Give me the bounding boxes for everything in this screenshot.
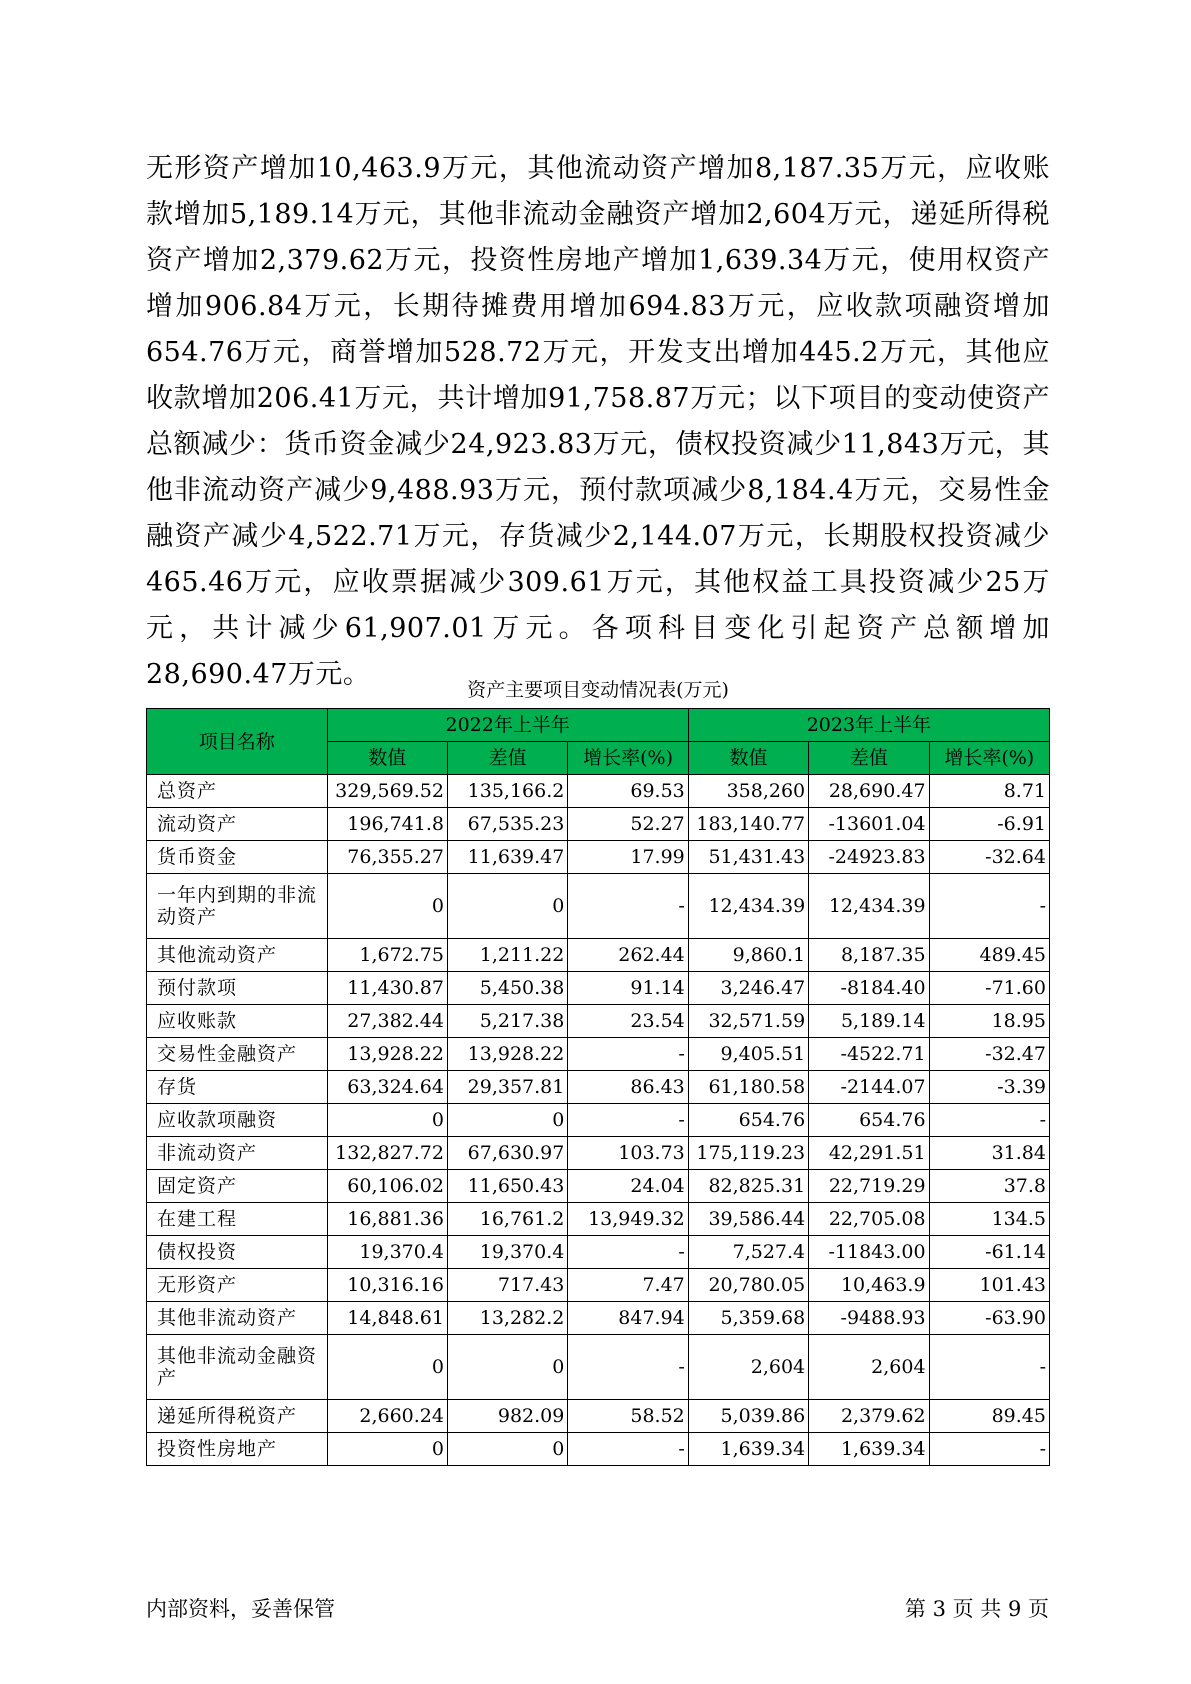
row-item-name: 在建工程 — [147, 1203, 328, 1236]
diff-2023-cell: 654.76 — [809, 1104, 929, 1137]
footer-page-number: 第 3 页 共 9 页 — [904, 1597, 1049, 1621]
value-2022-cell: 1,672.75 — [327, 939, 447, 972]
table-row — [147, 1236, 1050, 1269]
diff-2023-cell: 28,690.47 — [809, 775, 929, 808]
diff-2023-cell: -24923.83 — [809, 841, 929, 874]
diff-2022-cell: 29,357.81 — [447, 1071, 567, 1104]
rate-2023-cell: - — [929, 1433, 1049, 1466]
rate-2022-cell: - — [568, 1038, 688, 1071]
value-2023-cell: 5,359.68 — [688, 1302, 808, 1335]
value-2023-cell: 358,260 — [688, 775, 808, 808]
diff-2023-cell: 42,291.51 — [809, 1137, 929, 1170]
row-item-name: 递延所得税资产 — [147, 1400, 328, 1433]
table-row — [147, 1433, 1050, 1466]
row-item-name: 债权投资 — [147, 1236, 328, 1269]
value-2023-cell: 51,431.43 — [688, 841, 808, 874]
rate-2023-cell: - — [929, 874, 1049, 939]
diff-2023-cell: 12,434.39 — [809, 874, 929, 939]
diff-2022-cell: 982.09 — [447, 1400, 567, 1433]
value-2022-cell: 0 — [327, 1335, 447, 1400]
diff-2022-cell: 717.43 — [447, 1269, 567, 1302]
value-2023-cell: 175,119.23 — [688, 1137, 808, 1170]
value-2023-cell: 2,604 — [688, 1335, 808, 1400]
table-row — [147, 939, 1050, 972]
header-item-name: 项目名称 — [147, 709, 328, 775]
diff-2022-cell: 19,370.4 — [447, 1236, 567, 1269]
table-body — [147, 775, 1050, 1466]
value-2023-cell: 7,527.4 — [688, 1236, 808, 1269]
value-2022-cell: 10,316.16 — [327, 1269, 447, 1302]
rate-2022-cell: - — [568, 874, 688, 939]
rate-2023-cell: 37.8 — [929, 1170, 1049, 1203]
diff-2023-cell: 8,187.35 — [809, 939, 929, 972]
value-2022-cell: 76,355.27 — [327, 841, 447, 874]
value-2022-cell: 19,370.4 — [327, 1236, 447, 1269]
row-item-name: 应收款项融资 — [147, 1104, 328, 1137]
rate-2023-cell: 101.43 — [929, 1269, 1049, 1302]
row-item-name: 应收账款 — [147, 1005, 328, 1038]
rate-2023-cell: - — [929, 1335, 1049, 1400]
rate-2023-cell: 489.45 — [929, 939, 1049, 972]
rate-2023-cell: -3.39 — [929, 1071, 1049, 1104]
rate-2023-cell: -71.60 — [929, 972, 1049, 1005]
row-item-name: 货币资金 — [147, 841, 328, 874]
rate-2022-cell: 24.04 — [568, 1170, 688, 1203]
table-row — [147, 1335, 1050, 1400]
diff-2023-cell: -2144.07 — [809, 1071, 929, 1104]
value-2022-cell: 0 — [327, 1433, 447, 1466]
table-row — [147, 1005, 1050, 1038]
rate-2023-cell: 134.5 — [929, 1203, 1049, 1236]
table-row — [147, 1104, 1050, 1137]
value-2023-cell: 9,860.1 — [688, 939, 808, 972]
table-row — [147, 808, 1050, 841]
diff-2023-cell: 2,379.62 — [809, 1400, 929, 1433]
diff-2023-cell: -9488.93 — [809, 1302, 929, 1335]
value-2023-cell: 5,039.86 — [688, 1400, 808, 1433]
diff-2023-cell: 5,189.14 — [809, 1005, 929, 1038]
table-row — [147, 841, 1050, 874]
diff-2023-cell: 10,463.9 — [809, 1269, 929, 1302]
diff-2022-cell: 67,535.23 — [447, 808, 567, 841]
diff-2022-cell: 67,630.97 — [447, 1137, 567, 1170]
rate-2022-cell: - — [568, 1433, 688, 1466]
rate-2022-cell: 69.53 — [568, 775, 688, 808]
table-row — [147, 972, 1050, 1005]
diff-2022-cell: 11,650.43 — [447, 1170, 567, 1203]
diff-2022-cell: 135,166.2 — [447, 775, 567, 808]
table-row — [147, 1038, 1050, 1071]
row-item-name: 预付款项 — [147, 972, 328, 1005]
diff-2023-cell: 2,604 — [809, 1335, 929, 1400]
diff-2023-cell: -11843.00 — [809, 1236, 929, 1269]
rate-2022-cell: 23.54 — [568, 1005, 688, 1038]
row-item-name: 其他非流动资产 — [147, 1302, 328, 1335]
rate-2023-cell: -61.14 — [929, 1236, 1049, 1269]
table-header-row — [147, 709, 1050, 742]
diff-2023-cell: -4522.71 — [809, 1038, 929, 1071]
value-2022-cell: 16,881.36 — [327, 1203, 447, 1236]
value-2022-cell: 27,382.44 — [327, 1005, 447, 1038]
diff-2022-cell: 0 — [447, 1433, 567, 1466]
rate-2023-cell: -32.47 — [929, 1038, 1049, 1071]
value-2022-cell: 11,430.87 — [327, 972, 447, 1005]
table-row — [147, 1170, 1050, 1203]
table-row — [147, 1203, 1050, 1236]
diff-2022-cell: 13,282.2 — [447, 1302, 567, 1335]
body-paragraph: 无形资产增加10,463.9万元，其他流动资产增加8,187.35万元，应收账款增加5,189.14万元，其他非流动金融资产增加2,604万元，递延所得税资产增加2,379.62万元，投资性房地产增加1,639.34万元，使用权资产增加906.84万元，长期待摊费用增加694.83万元，应收款项融资增加654.76万元，商誉增加528.72万元，开发支出增加445.2万元，其他应收款增加206.41万元，共计增加91,758.87万元；以下项目的变动使资产总额减少：货币资金减少24,923.83万元，债权投资减少11,843万元，其他非流动资产减少9,488.93万元，预付款项减少8,184.4万元，交易性金融资产减少4,522.71万元，存货减少2,144.07万元，长期股权投资减少465.46万元，应收票据减少309.61万元，其他权益工具投资减少25万元，共计减少61,907.01万元。各项科目变化引起资产总额增加28,690.47万元。 — [146, 153, 1050, 690]
diff-2022-cell: 11,639.47 — [447, 841, 567, 874]
row-item-name: 其他非流动金融资产 — [147, 1335, 328, 1400]
row-item-name: 无形资产 — [147, 1269, 328, 1302]
value-2022-cell: 0 — [327, 1104, 447, 1137]
value-2022-cell: 63,324.64 — [327, 1071, 447, 1104]
rate-2022-cell: 847.94 — [568, 1302, 688, 1335]
diff-2022-cell: 0 — [447, 874, 567, 939]
diff-2022-cell: 0 — [447, 1104, 567, 1137]
rate-2023-cell: 89.45 — [929, 1400, 1049, 1433]
diff-2022-cell: 16,761.2 — [447, 1203, 567, 1236]
row-item-name: 非流动资产 — [147, 1137, 328, 1170]
value-2022-cell: 14,848.61 — [327, 1302, 447, 1335]
rate-2023-cell: 18.95 — [929, 1005, 1049, 1038]
rate-2022-cell: 91.14 — [568, 972, 688, 1005]
rate-2023-cell: 31.84 — [929, 1137, 1049, 1170]
value-2022-cell: 132,827.72 — [327, 1137, 447, 1170]
header-rate: 增长率(%) — [568, 742, 688, 775]
diff-2022-cell: 13,928.22 — [447, 1038, 567, 1071]
value-2023-cell: 9,405.51 — [688, 1038, 808, 1071]
value-2023-cell: 12,434.39 — [688, 874, 808, 939]
row-item-name: 其他流动资产 — [147, 939, 328, 972]
value-2022-cell: 0 — [327, 874, 447, 939]
rate-2022-cell: 86.43 — [568, 1071, 688, 1104]
value-2023-cell: 61,180.58 — [688, 1071, 808, 1104]
diff-2023-cell: -8184.40 — [809, 972, 929, 1005]
header-value: 数值 — [327, 742, 447, 775]
rate-2023-cell: 8.71 — [929, 775, 1049, 808]
value-2023-cell: 32,571.59 — [688, 1005, 808, 1038]
footer-confidential-note: 内部资料，妥善保管 — [146, 1597, 335, 1621]
rate-2022-cell: - — [568, 1104, 688, 1137]
row-item-name: 固定资产 — [147, 1170, 328, 1203]
row-item-name: 总资产 — [147, 775, 328, 808]
rate-2023-cell: -32.64 — [929, 841, 1049, 874]
header-period-2023: 2023年上半年 — [688, 709, 1049, 742]
value-2023-cell: 654.76 — [688, 1104, 808, 1137]
value-2023-cell: 1,639.34 — [688, 1433, 808, 1466]
value-2023-cell: 82,825.31 — [688, 1170, 808, 1203]
asset-change-table — [146, 708, 1050, 1466]
row-item-name: 流动资产 — [147, 808, 328, 841]
value-2023-cell: 3,246.47 — [688, 972, 808, 1005]
rate-2022-cell: 52.27 — [568, 808, 688, 841]
row-item-name: 交易性金融资产 — [147, 1038, 328, 1071]
diff-2022-cell: 1,211.22 — [447, 939, 567, 972]
value-2022-cell: 13,928.22 — [327, 1038, 447, 1071]
value-2022-cell: 196,741.8 — [327, 808, 447, 841]
rate-2023-cell: -63.90 — [929, 1302, 1049, 1335]
diff-2022-cell: 5,450.38 — [447, 972, 567, 1005]
diff-2022-cell: 0 — [447, 1335, 567, 1400]
diff-2022-cell: 5,217.38 — [447, 1005, 567, 1038]
row-item-name: 一年内到期的非流动资产 — [147, 874, 328, 939]
value-2022-cell: 329,569.52 — [327, 775, 447, 808]
diff-2023-cell: 22,719.29 — [809, 1170, 929, 1203]
header-rate: 增长率(%) — [929, 742, 1049, 775]
row-item-name: 存货 — [147, 1071, 328, 1104]
diff-2023-cell: -13601.04 — [809, 808, 929, 841]
row-item-name: 投资性房地产 — [147, 1433, 328, 1466]
table-row — [147, 1071, 1050, 1104]
table-row — [147, 775, 1050, 808]
table-row — [147, 1302, 1050, 1335]
header-diff: 差值 — [809, 742, 929, 775]
rate-2022-cell: 58.52 — [568, 1400, 688, 1433]
table-title: 资产主要项目变动情况表(万元) — [467, 679, 729, 701]
table-row — [147, 1400, 1050, 1433]
rate-2022-cell: - — [568, 1335, 688, 1400]
table-row — [147, 1269, 1050, 1302]
value-2023-cell: 39,586.44 — [688, 1203, 808, 1236]
table-row — [147, 874, 1050, 939]
value-2022-cell: 60,106.02 — [327, 1170, 447, 1203]
rate-2022-cell: 17.99 — [568, 841, 688, 874]
table-row — [147, 1137, 1050, 1170]
rate-2022-cell: 262.44 — [568, 939, 688, 972]
rate-2022-cell: - — [568, 1236, 688, 1269]
diff-2023-cell: 1,639.34 — [809, 1433, 929, 1466]
rate-2022-cell: 13,949.32 — [568, 1203, 688, 1236]
rate-2023-cell: -6.91 — [929, 808, 1049, 841]
diff-2023-cell: 22,705.08 — [809, 1203, 929, 1236]
rate-2022-cell: 103.73 — [568, 1137, 688, 1170]
header-value: 数值 — [688, 742, 808, 775]
rate-2023-cell: - — [929, 1104, 1049, 1137]
header-period-2022: 2022年上半年 — [327, 709, 688, 742]
rate-2022-cell: 7.47 — [568, 1269, 688, 1302]
value-2022-cell: 2,660.24 — [327, 1400, 447, 1433]
value-2023-cell: 183,140.77 — [688, 808, 808, 841]
value-2023-cell: 20,780.05 — [688, 1269, 808, 1302]
header-diff: 差值 — [447, 742, 567, 775]
